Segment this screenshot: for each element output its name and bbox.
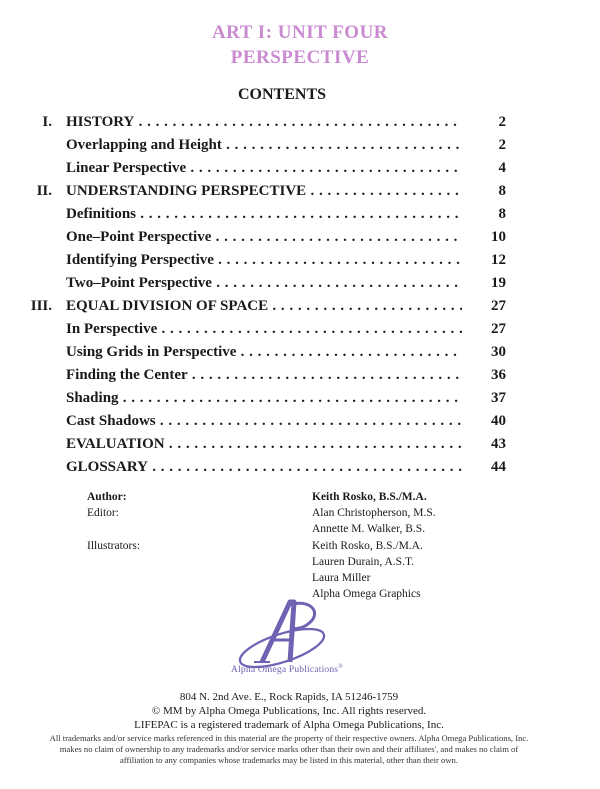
toc-entry — [0, 203, 600, 225]
toc-section-number: I. — [42, 114, 52, 130]
toc-entry — [0, 295, 600, 317]
toc-entry-label: In Perspective . . . — [66, 318, 500, 340]
toc-entry — [0, 272, 600, 294]
unit-subtitle: PERSPECTIVE — [230, 47, 370, 68]
toc-entry-label: Cast Shadows . . . — [66, 410, 500, 432]
toc-section-number: II. — [36, 183, 52, 199]
toc-entry-label: Shading . . . — [66, 387, 500, 409]
toc-entry-label: Linear Perspective . . . — [66, 157, 500, 179]
illustrator-name: Alpha Omega Graphics — [312, 588, 421, 600]
toc-page-number: 8 — [462, 180, 506, 202]
toc-page-number: 12 — [462, 249, 506, 271]
editor-label: Editor: — [87, 507, 119, 519]
publisher-address: 804 N. 2nd Ave. E., Rock Rapids, IA 51246-1759 — [179, 691, 399, 703]
lifepac-trademark-line: LIFEPAC is a registered trademark of Alpha Omega Publications, Inc. — [134, 719, 444, 731]
toc-page-number: 2 — [462, 111, 506, 133]
toc-page-number: 10 — [462, 226, 506, 248]
toc-page-number: 19 — [462, 272, 506, 294]
toc-page-number: 44 — [462, 456, 506, 478]
illustrator-name: Laura Miller — [312, 572, 371, 584]
contents-heading: CONTENTS — [237, 86, 327, 103]
toc-entry — [0, 364, 600, 386]
toc-entry-label: EQUAL DIVISION OF SPACE . . . — [66, 295, 500, 317]
toc-entry-label: HISTORY . . . — [66, 111, 500, 133]
toc-page-number: 4 — [462, 157, 506, 179]
toc-page-number: 2 — [462, 134, 506, 156]
toc-entry — [0, 387, 600, 409]
toc-entry-label: Two–Point Perspective . . . — [66, 272, 500, 294]
toc-entry-label: Definitions . . . — [66, 203, 500, 225]
toc-entry — [0, 341, 600, 363]
editor-name: Annette M. Walker, B.S. — [312, 523, 426, 535]
toc-entry-label: Identifying Perspective . . . — [66, 249, 500, 271]
editor-name: Alan Christopherson, M.S. — [312, 507, 436, 519]
toc-entry — [0, 134, 600, 156]
toc-entry-label: Using Grids in Perspective . . . — [66, 341, 500, 363]
toc-page-number: 43 — [462, 433, 506, 455]
illustrators-label: Illustrators: — [87, 540, 141, 552]
toc-page-number: 40 — [462, 410, 506, 432]
toc-page-number: 8 — [462, 203, 506, 225]
trademark-notice: affiliation to any companies whose trademarks may be listed in this material, other than their own. — [119, 755, 458, 765]
toc-page-number: 27 — [462, 318, 506, 340]
publisher-logo-text: Alpha Omega Publications® — [231, 664, 343, 676]
author-name: Keith Rosko, B.S./M.A. — [312, 491, 427, 503]
trademark-notice: makes no claim of ownership to any trademarks and/or service marks other than their own and their affiliates', and makes no claim of — [59, 744, 519, 754]
toc-entry — [0, 111, 600, 133]
toc-section-number: III. — [30, 298, 52, 314]
toc-entry — [0, 180, 600, 202]
toc-entry-label: One–Point Perspective . . . — [66, 226, 500, 248]
toc-entry-label: UNDERSTANDING PERSPECTIVE . . . — [66, 180, 500, 202]
toc-page-number: 36 — [462, 364, 506, 386]
toc-entry — [0, 249, 600, 271]
toc-entry — [0, 410, 600, 432]
toc-entry-label: Overlapping and Height . . . — [66, 134, 500, 156]
toc-entry-label: Finding the Center . . . — [66, 364, 500, 386]
toc-entry — [0, 157, 600, 179]
toc-entry-label: EVALUATION . . . — [66, 433, 500, 455]
toc-entry-label: GLOSSARY . . . — [66, 456, 500, 478]
unit-title: ART I: UNIT FOUR — [211, 22, 389, 43]
toc-entry — [0, 318, 600, 340]
toc-entry — [0, 433, 600, 455]
toc-entry — [0, 456, 600, 478]
illustrator-name: Keith Rosko, B.S./M.A. — [312, 540, 423, 552]
author-label: Author: — [87, 491, 127, 503]
toc-page-number: 27 — [462, 295, 506, 317]
toc-page-number: 30 — [462, 341, 506, 363]
toc-entry — [0, 226, 600, 248]
illustrator-name: Lauren Durain, A.S.T. — [312, 556, 414, 568]
copyright-line: © MM by Alpha Omega Publications, Inc. All rights reserved. — [151, 705, 427, 717]
toc-page-number: 37 — [462, 387, 506, 409]
trademark-notice: All trademarks and/or service marks referenced in this material are the property of their respective owners. Alpha Omega Publications, Inc. — [49, 733, 529, 743]
